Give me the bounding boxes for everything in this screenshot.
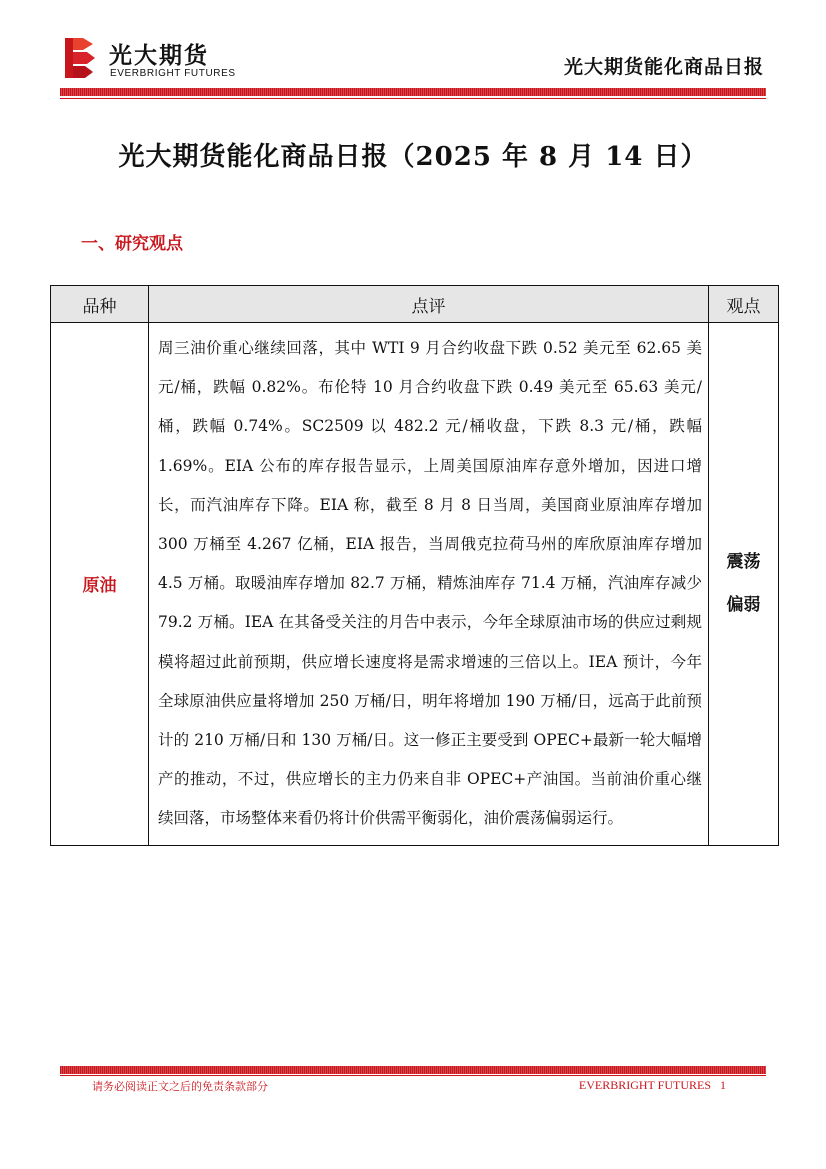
header-divider: [60, 88, 766, 96]
logo-brand-cn: 光大期货: [109, 43, 209, 69]
comment-text: 周三油价重心继续回落，其中 WTI 9 月合约收盘下跌 0.52 美元至 62.65 美元/桶，跌幅 0.82%。布伦特 10 月合约收盘下跌 0.49 美元至 65.63 美元/桶，跌幅 0.74%。SC2509 以 482.2 元/桶收盘，下跌 8.3 元/桶，跌幅 1.69%。EIA 公布的库存报告显示，上周美国原油库存意外增加，因进口增长，而汽油库存下降。EIA 称，截至 8 月 8 日当周，美国商业原油库存增加 300 万桶至 4.267 亿桶，EIA 报告，当周俄克拉荷马州的库欣原油库存增加 4.5 万桶。取暖油库存增加 82.7 万桶，精炼油库存 71.4 万桶，汽油库存减少 79.2 万桶。IEA 在其备受关注的月告中表示，今年全球原油市场的供应过剩规模将超过此前预期，供应增长速度将是需求增速的三倍以上。IEA 预计，今年全球原油供应量将增加 250 万桶/日，明年将增加 190 万桶/日，远高于此前预计的 210 万桶/日和 130 万桶/日。这一修正主要受到 OPEC+最新一轮大幅增产的推动，不过，供应增长的主力仍来自非 OPEC+产油国。当前油价重心继续回落，市场整体来看仍将计价供需平衡弱化，油价震荡偏弱运行。: [158, 339, 702, 828]
report-name: 光大期货能化商品日报: [563, 56, 764, 78]
header-divider-thin: [60, 98, 766, 99]
footer-divider-thin: [60, 1075, 766, 1076]
table-row: [51, 323, 779, 846]
section-heading: 一、研究观点: [81, 234, 183, 254]
page-number: 1: [720, 1078, 726, 1092]
footer-disclaimer: 请务必阅读正文之后的免责条款部分: [92, 1080, 268, 1093]
footer-company-page: [579, 1078, 726, 1093]
research-view-table: [50, 285, 779, 846]
footer-divider: [60, 1066, 766, 1074]
company-logo: [63, 36, 243, 84]
column-header-category: 品种: [51, 286, 149, 323]
view-cell: 震荡偏弱: [709, 323, 779, 846]
comment-cell: [149, 323, 709, 846]
logo-brand-en: EVERBRIGHT FUTURES: [110, 68, 236, 79]
footer-company: EVERBRIGHT FUTURES: [578, 1078, 711, 1092]
category-cell: 原油: [51, 323, 149, 846]
everbright-logo-icon: [63, 36, 97, 80]
column-header-comment: 点评: [149, 286, 709, 323]
document-title: 光大期货能化商品日报（2025 年 8 月 14 日）: [118, 142, 708, 172]
column-header-view: 观点: [709, 286, 779, 323]
table-header-row: [51, 286, 779, 323]
